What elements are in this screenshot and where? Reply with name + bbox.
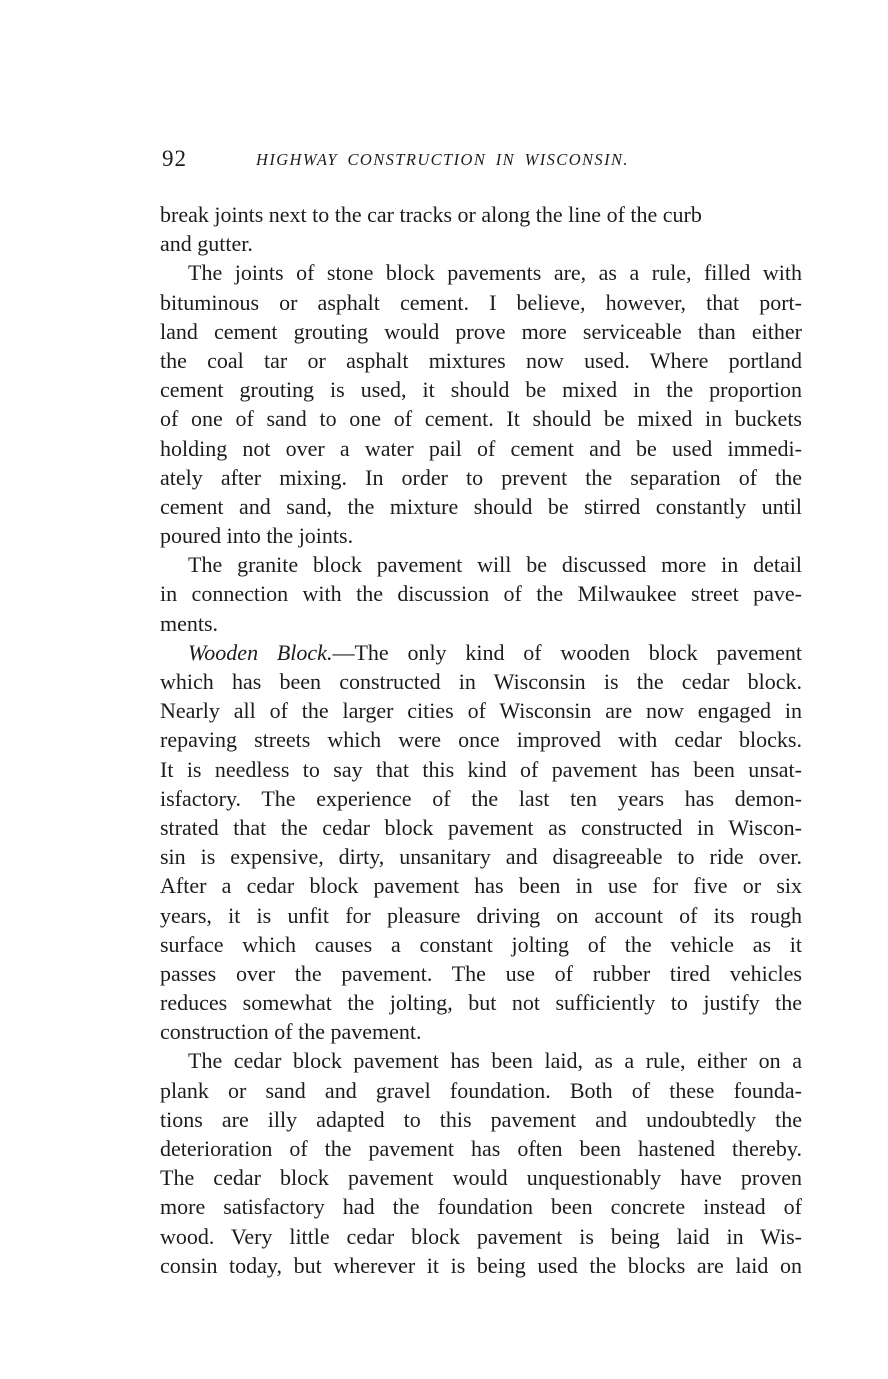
text-line: wood. Very little cedar block pavement is being laid in Wis- [160,1223,802,1249]
text-line: more satisfactory had the foundation been concrete instead of [160,1194,802,1220]
text-line: After a cedar block pavement has been in use for five or six [160,873,802,899]
text-line: of one of sand to one of cement. It should be mixed in buckets [160,406,802,432]
text-line: sin is expensive, dirty, unsanitary and disagreeable to ride over. [160,844,802,870]
text-line: cement and sand, the mixture should be stirred constantly until [160,493,802,519]
text-line: surface which causes a constant jolting of the vehicle as it [160,931,802,957]
text-line: The joints of stone block pavements are, as a rule, filled with [188,260,802,286]
text-line: repaving streets which were once improved with cedar blocks. [160,727,802,753]
text-line: years, it is unfit for pleasure driving on account of its rough [160,902,802,928]
paragraph [160,638,802,1047]
paragraph [160,258,802,550]
text-line: consin today, but wherever it is being used the blocks are laid on [160,1252,802,1278]
section-heading: Wooden Block. [188,639,333,665]
text-line [160,638,802,667]
text-line: The granite block pavement will be discussed more in detail [188,552,802,578]
paragraph [160,550,802,638]
text-line: tions are illy adapted to this pavement and undoubtedly the [160,1106,802,1132]
text-line: which has been constructed in Wisconsin is the cedar block. [160,669,802,694]
text-line: ments. [160,610,219,636]
text-line: It is needless to say that this kind of pavement has been unsat- [160,756,802,782]
body-text [160,200,802,1280]
text-line: reduces somewhat the jolting, but not sufficiently to justify the [160,990,802,1016]
page-number: 92 [162,146,187,171]
text-line: isfactory. The experience of the last ten years has demon- [160,785,802,811]
text-line: land cement grouting would prove more serviceable than either [160,318,802,344]
running-head: HIGHWAY CONSTRUCTION IN WISCONSIN. [256,150,629,169]
text-line: break joints next to the car tracks or along the line of the curb [160,202,702,227]
text-line: the coal tar or asphalt mixtures now used. Where portland [160,347,802,373]
text-line: construction of the pavement. [160,1019,422,1045]
text-line: poured into the joints. [160,523,354,549]
paragraph [160,1046,802,1280]
text-line: Nearly all of the larger cities of Wisconsin are now engaged in [160,698,802,724]
text-line: holding not over a water pail of cement and be used immedi- [160,435,802,461]
text-line: The cedar block pavement has been laid, as a rule, either on a [188,1048,802,1074]
text-line: cement grouting is used, it should be mixed in the proportion [160,377,802,403]
page-header [160,146,800,180]
text-line: in connection with the discussion of the Milwaukee street pave- [160,581,802,607]
paragraph [160,200,802,258]
text-line: passes over the pavement. The use of rubber tired vehicles [160,960,802,986]
text-line: The cedar block pavement would unquestionably have proven [160,1165,802,1191]
text-line: bituminous or asphalt cement. I believe, however, that port- [160,289,802,315]
text-line: plank or sand and gravel foundation. Both of these founda- [160,1077,802,1103]
text-line: deterioration of the pavement has often been hastened thereby. [160,1136,802,1161]
text-line: ately after mixing. In order to prevent the separation of the [160,464,802,490]
text-line: strated that the cedar block pavement as constructed in Wiscon- [160,814,802,840]
text-line: and gutter. [160,231,253,257]
heading-continuation: —The only kind of wooden block pavement [332,639,802,665]
